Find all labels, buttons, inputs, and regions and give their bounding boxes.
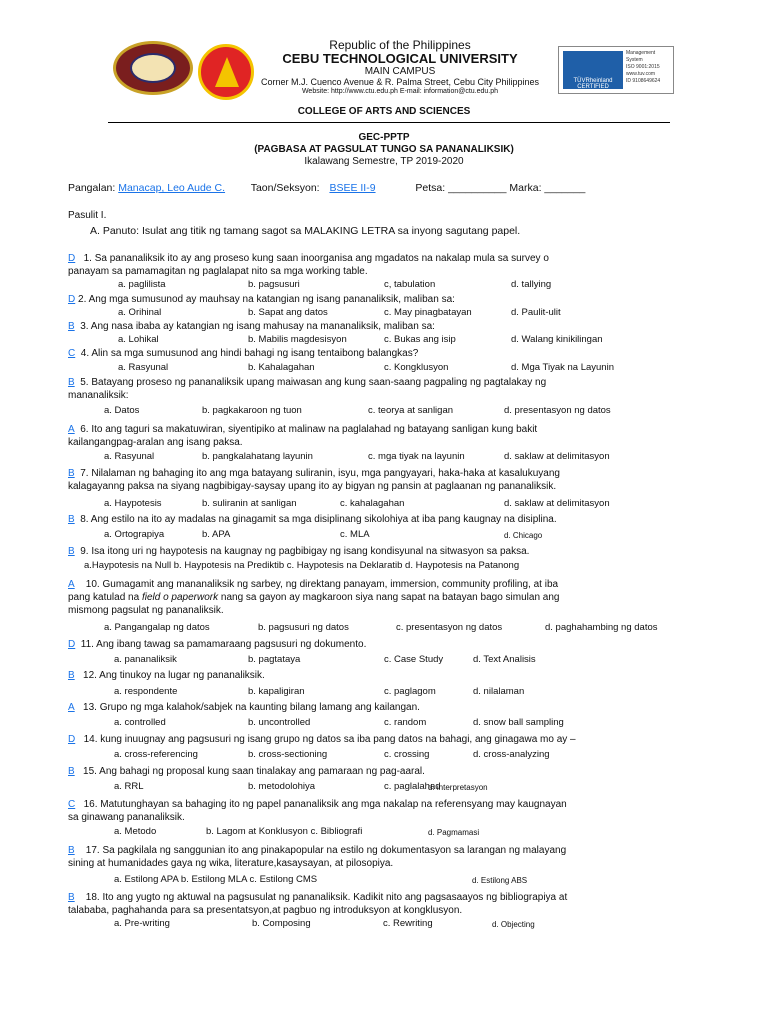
option-3d: d. Walang kinikilingan — [511, 334, 603, 345]
option-10a: a. Pangangalap ng datos — [104, 622, 210, 633]
question-18: B 18. Ito ang yugto ng aktuwal na pagsusulat ng pananaliksik. Kadikit nito ang pagsasaayos ng bibliograpiya at — [68, 892, 568, 903]
republic-line: Republic of the Philippines — [329, 38, 471, 52]
header-divider — [108, 122, 670, 123]
option-1d: d. tallying — [511, 279, 552, 290]
address-line: Corner M.J. Cuenco Avenue & R. Palma Street, Cebu City Philippines — [261, 77, 539, 87]
date-field: Petsa: __________ — [415, 182, 507, 194]
option-5b: b. pagkakaroon ng tuon — [202, 405, 302, 416]
question-18-cont: talababa, paghahanda para sa presentatsyon,at pagbuo ng introduksyon at kongklusyon. — [68, 905, 463, 916]
option-12c: c. paglagom — [384, 686, 436, 697]
option-12d: d. nilalaman — [473, 686, 525, 697]
option-14d: d. cross-analyzing — [473, 749, 550, 760]
question-4: C 4. Alin sa mga sumusunod ang hindi bahagi ng isang tentaibong balangkas? — [68, 348, 419, 359]
option-2b: b. Sapat ang datos — [248, 307, 328, 318]
option-8d: d. Chicago — [504, 531, 543, 540]
question-8: B 8. Ang estilo na ito ay madalas na ginagamit sa mga disiplinang sikolohiya at iba pang kaugnay na disiplina. — [68, 514, 557, 525]
campus-name: MAIN CAMPUS — [364, 66, 436, 77]
asean-logo — [198, 44, 254, 100]
question-17: B 17. Sa pagkilala ng sanggunian ito ang pinakapopular na estilo ng dokumentasyon sa larangan ng malayang — [68, 845, 567, 856]
question-10: A 10. Gumagamit ang mananaliksik ng sarbey, ng direktang panayam, immersion, community profiling, at iba — [68, 579, 559, 590]
option-2c: c. May pinagbatayan — [384, 307, 472, 318]
question-5: B 5. Batayang proseso ng pananaliksik upang maiwasan ang kung saan-saang pagpaling ng pagtalakay ng — [68, 377, 547, 388]
option-8b: b. APA — [202, 529, 231, 540]
section-label: Taon/Seksyon: — [250, 182, 320, 194]
option-18a: a. Pre-writing — [114, 918, 170, 929]
option-7c: c. kahalagahan — [340, 498, 405, 509]
website-email-line: Website: http://www.ctu.edu.ph E-mail: information@ctu.edu.ph — [301, 88, 499, 95]
question-10-cont2: mismong pagsulat ng pananaliksik. — [68, 605, 224, 616]
course-code: GEC-PPTP — [358, 132, 410, 143]
question-17-cont: sining at humanidades gaya ng wika, literature,kasaysayan, at pilosopiya. — [68, 858, 394, 869]
option-14a: a. cross-referencing — [114, 749, 198, 760]
question-6: A 6. Ito ang taguri sa makatuwiran, siyentipiko at malinaw na paglalahad ng batayang sanligan kung bakit — [68, 424, 538, 435]
option-13d: d. snow ball sampling — [473, 717, 564, 728]
question-10-cont: pang katulad na field o paperwork nang sa gayon ay magkaroon siya nang sapat na batayan bago simulan ang — [68, 592, 560, 603]
option-18d: d. Objecting — [492, 920, 535, 929]
option-18c: c. Rewriting — [383, 918, 433, 929]
tuv-logo: TÜVRheinland CERTIFIED — [563, 51, 623, 89]
section-value[interactable]: BSEE II-9 — [329, 182, 376, 194]
quiz-instruction: A. Panuto: Isulat ang titik ng tamang sagot sa MALAKING LETRA sa inyong sagutang papel. — [90, 225, 521, 237]
option-4a: a. Rasyunal — [118, 362, 169, 373]
option-14b: b. cross-sectioning — [248, 749, 328, 760]
option-2d: d. Paulit-ulit — [511, 307, 561, 318]
question-5-cont: mananaliksik: — [68, 390, 129, 401]
option-15b: b. metodolohiya — [248, 781, 316, 792]
option-10d: d. paghahambing ng datos — [545, 622, 658, 633]
option-13c: c. random — [384, 717, 427, 728]
question-7-cont: kalagayanng paksa na siyang nagbibigay-saysay upang ito ay bigyan ng pansin at paglaanan ng pananaliksik. — [68, 481, 557, 492]
option-17a: a. Estilong APA b. Estilong MLA c. Estilong CMS — [114, 874, 318, 885]
option-7a: a. Haypotesis — [104, 498, 162, 509]
option-5c: c. teorya at sanligan — [368, 405, 454, 416]
question-9: B 9. Isa itong uri ng haypotesis na kaugnay ng pagbibigay ng isang kondisyunal na sitwasyon sa paksa. — [68, 546, 530, 557]
option-1b: b. pagsusuri — [248, 279, 300, 290]
college-name: COLLEGE OF ARTS AND SCIENCES — [297, 106, 471, 117]
option-4b: b. Kahalagahan — [248, 362, 315, 373]
question-15: B 15. Ang bahagi ng proposal kung saan tinalakay ang pamaraan ng pag-aaral. — [68, 766, 425, 777]
question-3: B 3. Ang nasa ibaba ay katangian ng isang mahusay na mananaliksik, maliban sa: — [68, 321, 435, 332]
course-title: (PAGBASA AT PAGSULAT TUNGO SA PANANALIKSIK) — [254, 144, 514, 155]
question-13: A 13. Grupo ng mga kalahok/sabjek na kaunting bilang lamang ang kailangan. — [68, 702, 420, 713]
answer-1: D — [68, 253, 76, 264]
option-14c: c. crossing — [384, 749, 430, 760]
option-5a: a. Datos — [104, 405, 140, 416]
option-4c: c. Kongklusyon — [384, 362, 449, 373]
option-8c: c. MLA — [340, 529, 370, 540]
options-9: a.Haypotesis na Null b. Haypotesis na Prediktib c. Haypotesis na Deklaratib d. Haypotesis na Patanong — [84, 560, 520, 571]
question-7: B 7. Nilalaman ng bahaging ito ang mga batayang suliranin, isyu, mga pangyayari, haka-haka at kasalukuyang — [68, 468, 560, 479]
question-14: D 14. kung inuugnay ang pagsusuri ng isang grupo ng datos sa iba pang datos na bahagi, ang ginagawa mo ay – — [68, 734, 576, 745]
option-3a: a. Lohikal — [118, 334, 159, 345]
university-name: CEBU TECHNOLOGICAL UNIVERSITY — [282, 51, 518, 66]
option-6c: c. mga tiyak na layunin — [368, 451, 465, 462]
certification-text: Management System ISO 9001:2015 www.tuv.com ID 9108649624 — [626, 50, 661, 84]
option-3c: c. Bukas ang isip — [384, 334, 456, 345]
option-7b: b. suliranin at sanligan — [202, 498, 297, 509]
option-16d: d. Pagmamasi — [428, 828, 480, 837]
option-11a: a. pananaliksik — [114, 654, 177, 665]
option-3b: b. Mabilis magdesisyon — [248, 334, 347, 345]
option-10c: c. presentasyon ng datos — [396, 622, 503, 633]
student-info-row — [68, 182, 728, 195]
question-12: B 12. Ang tinukoy na lugar ng pananaliksik. — [68, 670, 265, 681]
letterhead — [254, 39, 546, 96]
option-15a: a. RRL — [114, 781, 144, 792]
question-11: D 11. Ang ibang tawag sa pamamaraang pagsusuri ng dokumento. — [68, 639, 367, 650]
option-18b: b. Composing — [252, 918, 311, 929]
question-16: C 16. Matutunghayan sa bahaging ito ng papel pananaliksik ang mga nakalap na referensyang may kaugnayan — [68, 799, 567, 810]
question-6-cont: kailangangpag-aralan ang isang paksa. — [68, 437, 243, 448]
option-11d: d. Text Analisis — [473, 654, 536, 665]
option-15c: c. paglalahad — [384, 781, 441, 792]
option-16b: b. Lagom at Konklusyon c. Bibliografi — [206, 826, 363, 837]
option-6b: b. pangkalahatang layunin — [202, 451, 313, 462]
question-16-cont: sa ginawang pananaliksik. — [68, 812, 185, 823]
quiz-title: Pasulit I. — [68, 210, 107, 221]
course-term: Ikalawang Semestre, TP 2019-2020 — [304, 156, 464, 167]
option-8a: a. Ortograpiya — [104, 529, 165, 540]
option-1c: c, tabulation — [384, 279, 436, 290]
option-6d: d. saklaw at delimitasyon — [504, 451, 610, 462]
option-10b: b. pagsusuri ng datos — [258, 622, 349, 633]
option-13b: b. uncontrolled — [248, 717, 311, 728]
option-6a: a. Rasyunal — [104, 451, 155, 462]
option-12b: b. kapaligiran — [248, 686, 305, 697]
option-13a: a. controlled — [114, 717, 166, 728]
question-1: D 1. Sa pananaliksik ito ay ang proseso kung saan inoorganisa ang mgadatos na nakalap mula sa survey o — [68, 253, 549, 264]
university-seal-logo — [113, 41, 193, 95]
option-7d: d. saklaw at delimitasyon — [504, 498, 610, 509]
option-2a: a. Orihinal — [118, 307, 162, 318]
question-1-cont: panayam sa pamamagitan ng paglalapat nito sa mga working table. — [68, 266, 368, 277]
name-label: Pangalan: — [68, 182, 116, 194]
option-5d: d. presentasyon ng datos — [504, 405, 611, 416]
option-11b: b. pagtataya — [248, 654, 301, 665]
option-4d: d. Mga Tiyak na Layunin — [511, 362, 614, 373]
iso-certification-badge — [558, 46, 674, 94]
option-12a: a. respondente — [114, 686, 178, 697]
option-17d: d. Estilong ABS — [472, 876, 528, 885]
option-1a: a. paglilista — [118, 279, 166, 290]
option-15d: d. interpretasyon — [428, 783, 488, 792]
option-11c: c. Case Study — [384, 654, 444, 665]
name-value[interactable]: Manacap, Leo Aude C. — [118, 182, 226, 194]
score-field: Marka: _______ — [509, 182, 586, 194]
option-16a: a. Metodo — [114, 826, 157, 837]
question-2: D 2. Ang mga sumusunod ay mauhsay na katangian ng isang pananaliksik, maliban sa: — [68, 294, 455, 305]
